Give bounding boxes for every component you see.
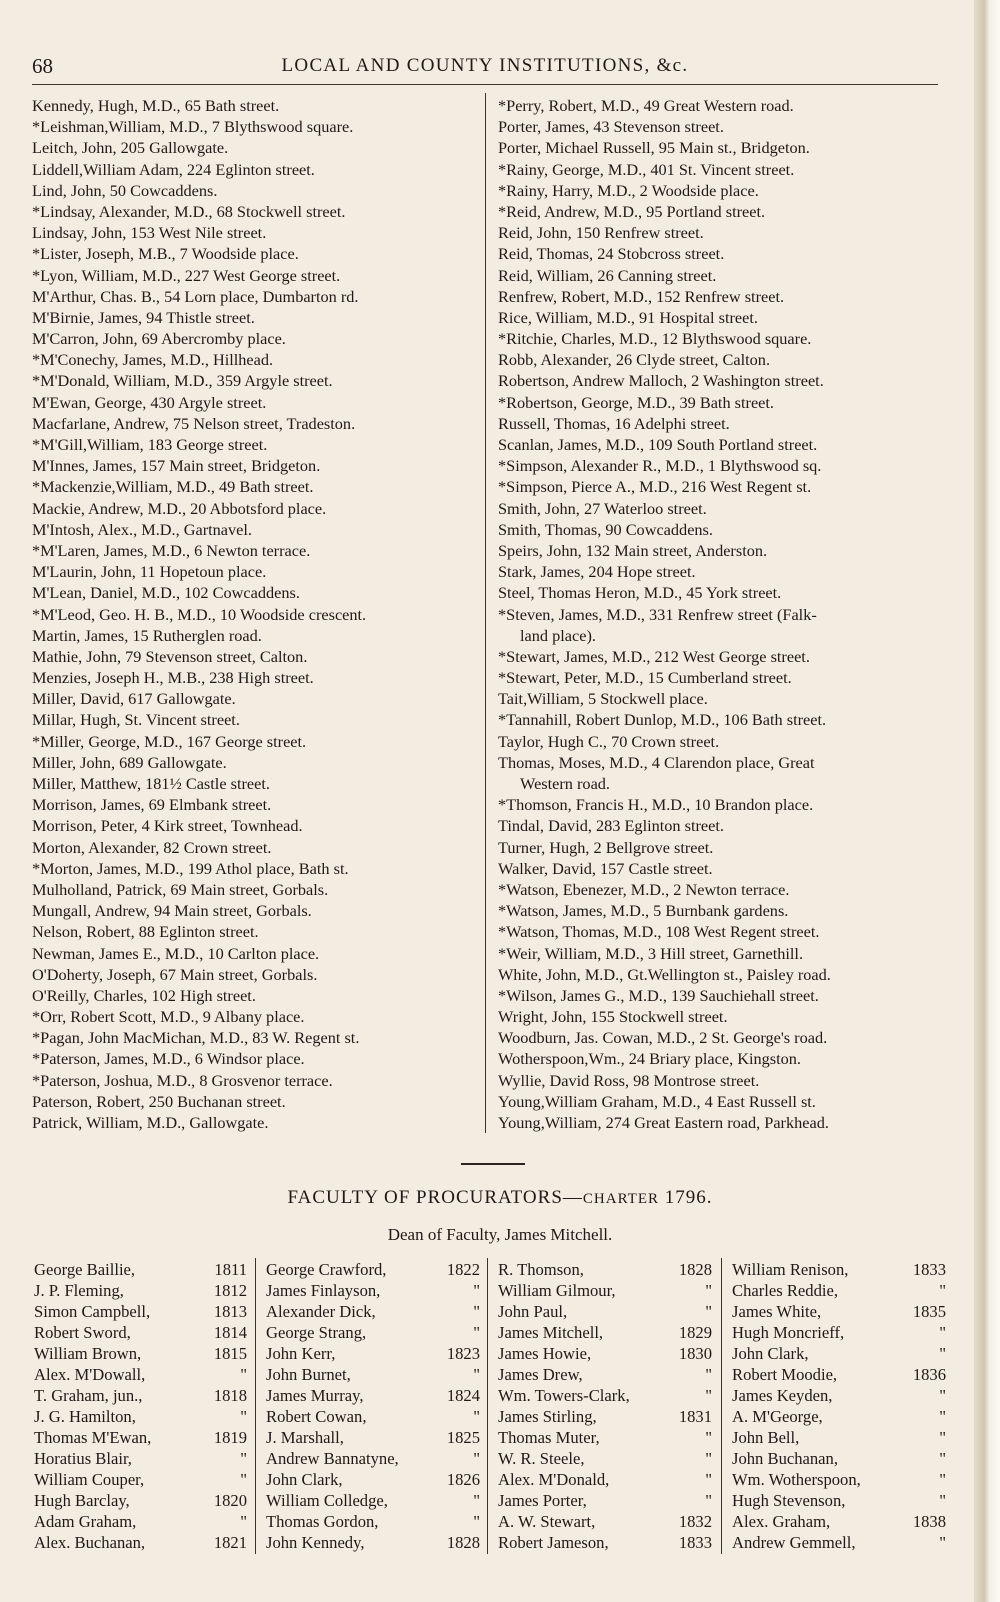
procurator-name: J. P. Fleming, (34, 1281, 124, 1300)
admission-year: 1832 (678, 1512, 712, 1531)
admission-year: 1828 (446, 1533, 480, 1552)
dean-of-faculty: Dean of Faculty, James Mitchell. (387, 1225, 613, 1244)
procurator-entry (498, 1364, 712, 1385)
admission-year: 1820 (213, 1491, 247, 1510)
procurator-name: John Paul, (498, 1302, 568, 1321)
directory-entry: Millar, Hugh, St. Vincent street. (32, 710, 240, 730)
directory-entry: Turner, Hugh, 2 Bellgrove street. (498, 837, 714, 857)
directory-entry: Reid, Thomas, 24 Stobcross street. (498, 244, 725, 264)
charter-year: 1796. (664, 1187, 713, 1208)
admission-year: " (705, 1386, 712, 1405)
directory-entry: *Tannahill, Robert Dunlop, M.D., 106 Bath street. (498, 710, 827, 730)
admission-year: " (705, 1470, 712, 1489)
procurator-entry (266, 1406, 480, 1427)
procurator-name: James Stirling, (498, 1407, 597, 1426)
admission-year: 1836 (912, 1365, 946, 1384)
directory-entry-continuation: Western road. (520, 774, 611, 793)
directory-entry: *Lister, Joseph, M.B., 7 Woodside place. (32, 244, 299, 264)
directory-entry: M'Laurin, John, 11 Hopetoun place. (32, 562, 267, 582)
directory-entry: Nelson, Robert, 88 Eglinton street. (32, 922, 259, 942)
procurator-name: J. Marshall, (266, 1428, 344, 1447)
page-number: 68 (32, 54, 53, 78)
admission-year: " (240, 1365, 247, 1384)
directory-entry: Porter, James, 43 Stevenson street. (498, 117, 724, 137)
admission-year: 1815 (213, 1344, 247, 1363)
procurator-entry (266, 1301, 480, 1322)
directory-entry: Mathie, John, 79 Stevenson street, Calton. (32, 646, 308, 666)
directory-entry: Newman, James E., M.D., 10 Carlton place. (32, 943, 320, 963)
procurator-name: James Finlayson, (266, 1281, 381, 1300)
directory-entry: Renfrew, Robert, M.D., 152 Renfrew street. (498, 286, 785, 306)
directory-entry: Patrick, William, M.D., Gallowgate. (32, 1113, 269, 1132)
admission-year: " (473, 1323, 480, 1342)
procurator-entry (732, 1490, 946, 1511)
procurator-entry (732, 1511, 946, 1532)
admission-year: 1812 (213, 1281, 247, 1300)
procurator-name: George Baillie, (34, 1260, 136, 1279)
procurator-name: Alex. Graham, (732, 1512, 831, 1531)
admission-year: " (705, 1449, 712, 1468)
procurator-name: A. M'George, (732, 1407, 823, 1426)
procurator-entry (34, 1511, 247, 1532)
admission-year: " (939, 1407, 946, 1426)
directory-entry: Robertson, Andrew Malloch, 2 Washington street. (498, 371, 824, 391)
admission-year: " (939, 1428, 946, 1447)
directory-entry: Lindsay, John, 153 West Nile street. (32, 223, 267, 243)
admission-year: 1823 (446, 1344, 480, 1363)
procurator-entry (34, 1427, 247, 1448)
directory-entry: M'Intosh, Alex., M.D., Gartnavel. (32, 519, 252, 539)
directory-entry: M'Ewan, George, 430 Argyle street. (32, 392, 267, 412)
procurators-column-3 (498, 1259, 712, 1553)
procurator-name: Thomas M'Ewan, (34, 1428, 152, 1447)
directory-entry: Leitch, John, 205 Gallowgate. (32, 138, 229, 158)
procurator-name: Alex. M'Donald, (498, 1470, 610, 1489)
procurator-entry (498, 1301, 712, 1322)
directory-entry: Reid, John, 150 Renfrew street. (498, 223, 704, 243)
directory-entry: Woodburn, Jas. Cowan, M.D., 2 St. George's road. (498, 1028, 828, 1048)
directory-entry: O'Doherty, Joseph, 67 Main street, Gorbals. (32, 964, 318, 984)
procurator-entry (732, 1301, 946, 1322)
directory-entry: *Robertson, George, M.D., 39 Bath street. (498, 392, 774, 412)
procurator-name: William Renison, (732, 1260, 849, 1279)
directory-entry: *M'Conechy, James, M.D., Hillhead. (32, 350, 274, 370)
procurator-name: George Strang, (266, 1323, 367, 1342)
procurator-entry (732, 1448, 946, 1469)
procurator-name: James Porter, (498, 1491, 587, 1510)
procurator-entry (266, 1322, 480, 1343)
procurator-entry (498, 1490, 712, 1511)
procurator-divider (487, 1258, 488, 1554)
procurator-entry (266, 1532, 480, 1553)
directory-column-left (32, 95, 474, 1133)
directory-entry: *Watson, James, M.D., 5 Burnbank gardens. (498, 901, 789, 921)
directory-entry: *Rainy, Harry, M.D., 2 Woodside place. (498, 180, 759, 200)
procurator-name: James Murray, (266, 1386, 364, 1405)
section-title-text: FACULTY OF PROCURATORS (287, 1187, 563, 1208)
directory-entry: Mungall, Andrew, 94 Main street, Gorbals. (32, 901, 312, 921)
admission-year: " (705, 1281, 712, 1300)
procurator-name: George Crawford, (266, 1260, 387, 1279)
directory-entry: *Watson, Thomas, M.D., 108 West Regent street. (498, 922, 820, 942)
procurator-entry (498, 1427, 712, 1448)
procurator-name: William Colledge, (266, 1491, 388, 1510)
running-title: LOCAL AND COUNTY INSTITUTIONS, &c. (281, 55, 689, 76)
directory-entry: *Miller, George, M.D., 167 George street. (32, 731, 307, 751)
procurator-name: William Gilmour, (498, 1281, 616, 1300)
procurator-name: John Burnet, (266, 1365, 351, 1384)
procurator-name: Robert Moodie, (732, 1365, 838, 1384)
procurator-entry (266, 1364, 480, 1385)
procurator-name: Alex. Buchanan, (34, 1533, 146, 1552)
procurators-column-2 (266, 1259, 480, 1553)
procurator-entry (34, 1364, 247, 1385)
procurator-name: James White, (732, 1302, 822, 1321)
directory-entry: *Lyon, William, M.D., 227 West George street. (32, 265, 341, 285)
directory-entry: Liddell,William Adam, 224 Eglinton street. (32, 159, 315, 179)
page-header (32, 54, 938, 80)
directory-entry: *Simpson, Pierce A., M.D., 216 West Regent st. (498, 477, 812, 497)
title-dash: — (562, 1187, 583, 1208)
admission-year: " (939, 1386, 946, 1405)
charter-label: CHARTER (582, 1191, 660, 1207)
procurator-name: Thomas Muter, (498, 1428, 600, 1447)
directory-entry: M'Carron, John, 69 Abercromby place. (32, 329, 286, 349)
procurator-entry (266, 1490, 480, 1511)
directory-entry: Tait,William, 5 Stockwell place. (498, 689, 708, 709)
directory-entry: Taylor, Hugh C., 70 Crown street. (498, 731, 720, 751)
procurator-entry (34, 1301, 247, 1322)
directory-entry: Walker, David, 157 Castle street. (498, 858, 713, 878)
procurator-entry (34, 1343, 247, 1364)
directory-entry: *Lindsay, Alexander, M.D., 68 Stockwell street. (32, 201, 346, 221)
directory-entry: *Stewart, Peter, M.D., 15 Cumberland street. (498, 668, 792, 688)
admission-year: " (705, 1428, 712, 1447)
procurator-name: James Keyden, (732, 1386, 833, 1405)
procurator-name: Hugh Barclay, (34, 1491, 130, 1510)
directory-entry: Morrison, Peter, 4 Kirk street, Townhead. (32, 816, 303, 836)
admission-year: 1825 (446, 1428, 480, 1447)
directory-entry: Stark, James, 204 Hope street. (498, 562, 696, 582)
directory-entry: *Rainy, George, M.D., 401 St. Vincent street. (498, 159, 795, 179)
procurator-name: J. G. Hamilton, (34, 1407, 136, 1426)
procurator-entry (732, 1364, 946, 1385)
procurators-column-4 (732, 1259, 946, 1553)
procurator-entry (732, 1385, 946, 1406)
procurator-entry (498, 1385, 712, 1406)
directory-entry: Russell, Thomas, 16 Adelphi street. (498, 413, 730, 433)
admission-year: 1821 (213, 1533, 247, 1552)
directory-entry: M'Innes, James, 157 Main street, Bridgeton. (32, 456, 321, 476)
page-edge (974, 0, 1000, 1602)
admission-year: 1819 (213, 1428, 247, 1447)
procurator-name: Hugh Stevenson, (732, 1491, 846, 1510)
procurator-entry (732, 1280, 946, 1301)
admission-year: " (939, 1344, 946, 1363)
admission-year: " (240, 1470, 247, 1489)
directory-entry: Young,William Graham, M.D., 4 East Russell st. (498, 1091, 816, 1111)
procurator-name: Alexander Dick, (266, 1302, 376, 1321)
procurator-name: W. R. Steele, (498, 1449, 585, 1468)
procurator-entry (732, 1469, 946, 1490)
procurators-column-1 (34, 1259, 247, 1553)
procurator-name: Wm. Wotherspoon, (732, 1470, 861, 1489)
directory-entry: Rice, William, M.D., 91 Hospital street. (498, 307, 758, 327)
procurator-entry (34, 1259, 247, 1280)
procurator-name: Robert Sword, (34, 1323, 131, 1342)
procurator-entry (732, 1259, 946, 1280)
directory-entry: M'Arthur, Chas. B., 54 Lorn place, Dumbarton rd. (32, 286, 359, 306)
procurator-name: Andrew Gemmell, (732, 1533, 856, 1552)
admission-year: " (473, 1365, 480, 1384)
procurator-entry (266, 1385, 480, 1406)
procurator-name: Andrew Bannatyne, (266, 1449, 399, 1468)
admission-year: " (705, 1491, 712, 1510)
directory-column-right (498, 95, 938, 1133)
directory-entry: M'Birnie, James, 94 Thistle street. (32, 307, 255, 327)
admission-year: " (939, 1449, 946, 1468)
procurator-entry (34, 1406, 247, 1427)
procurator-name: Charles Reddie, (732, 1281, 838, 1300)
directory-entry: *Weir, William, M.D., 3 Hill street, Garnethill. (498, 943, 804, 963)
directory-entry: M'Lean, Daniel, M.D., 102 Cowcaddens. (32, 583, 300, 603)
procurator-name: R. Thomson, (498, 1260, 584, 1279)
header-rule (32, 84, 938, 85)
admission-year: 1831 (678, 1407, 712, 1426)
admission-year: " (473, 1491, 480, 1510)
procurator-name: Wm. Towers-Clark, (498, 1386, 630, 1405)
directory-entry: Wright, John, 155 Stockwell street. (498, 1007, 728, 1027)
directory-entry: *Thomson, Francis H., M.D., 10 Brandon place. (498, 795, 814, 815)
procurator-entry (498, 1511, 712, 1532)
procurator-name: John Kennedy, (266, 1533, 365, 1552)
procurator-name: John Kerr, (266, 1344, 336, 1363)
procurator-name: Simon Campbell, (34, 1302, 151, 1321)
directory-entry: Martin, James, 15 Rutherglen road. (32, 625, 262, 645)
directory-entry: Morrison, James, 69 Elmbank street. (32, 795, 272, 815)
procurator-entry (34, 1322, 247, 1343)
procurator-name: Alex. M'Dowall, (34, 1365, 146, 1384)
directory-entry: Mackie, Andrew, M.D., 20 Abbotsford place. (32, 498, 327, 518)
admission-year: 1818 (213, 1386, 247, 1405)
procurator-name: James Drew, (498, 1365, 583, 1384)
directory-entry: Reid, William, 26 Canning street. (498, 265, 717, 285)
directory-entry: Smith, Thomas, 90 Cowcaddens. (498, 519, 713, 539)
directory-entry: Robb, Alexander, 26 Clyde street, Calton. (498, 350, 771, 370)
directory-entry: Miller, Matthew, 181½ Castle street. (32, 774, 270, 793)
procurator-entry (498, 1469, 712, 1490)
procurator-entry (34, 1280, 247, 1301)
admission-year: 1811 (214, 1260, 247, 1279)
directory-entry: *Simpson, Alexander R., M.D., 1 Blythswood sq. (498, 456, 822, 476)
directory-entry: O'Reilly, Charles, 102 High street. (32, 985, 256, 1005)
directory-entry: *M'Laren, James, M.D., 6 Newton terrace. (32, 540, 311, 560)
procurator-divider (255, 1258, 256, 1554)
directory-entry: *Wilson, James G., M.D., 139 Sauchiehall street. (498, 985, 819, 1005)
admission-year: " (473, 1407, 480, 1426)
admission-year: " (473, 1281, 480, 1300)
directory-entry: Speirs, John, 132 Main street, Anderston. (498, 540, 768, 560)
directory-entry: *Reid, Andrew, M.D., 95 Portland street. (498, 201, 766, 221)
directory-entry: *M'Donald, William, M.D., 359 Argyle street. (32, 371, 333, 391)
directory-entry: Smith, John, 27 Waterloo street. (498, 498, 707, 518)
procurator-entry (266, 1259, 480, 1280)
procurator-entry (498, 1280, 712, 1301)
directory-entry: *M'Leod, Geo. H. B., M.D., 10 Woodside crescent. (32, 604, 367, 624)
directory-entry: Scanlan, James, M.D., 109 South Portland street. (498, 435, 818, 454)
admission-year: " (705, 1302, 712, 1321)
directory-entry: *Pagan, John MacMichan, M.D., 83 W. Regent st. (32, 1028, 360, 1048)
procurator-name: A. W. Stewart, (498, 1512, 596, 1531)
admission-year: 1833 (678, 1533, 712, 1552)
directory-entry: *Paterson, Joshua, M.D., 8 Grosvenor terrace. (32, 1070, 333, 1090)
directory-entry-continuation: land place). (520, 625, 596, 645)
admission-year: " (240, 1449, 247, 1468)
procurator-entry (732, 1532, 946, 1553)
procurator-name: Hugh Moncrieff, (732, 1323, 845, 1342)
admission-year: 1814 (213, 1323, 247, 1342)
admission-year: 1822 (446, 1260, 480, 1279)
directory-entry: Miller, David, 617 Gallowgate. (32, 689, 236, 709)
admission-year: 1828 (678, 1260, 712, 1279)
directory-entry: Kennedy, Hugh, M.D., 65 Bath street. (32, 96, 280, 115)
admission-year: 1829 (678, 1323, 712, 1342)
admission-year: " (939, 1533, 946, 1552)
procurator-name: Robert Cowan, (266, 1407, 367, 1426)
procurator-name: Thomas Gordon, (266, 1512, 379, 1531)
procurator-entry (498, 1448, 712, 1469)
admission-year: " (939, 1323, 946, 1342)
procurator-entry (498, 1259, 712, 1280)
admission-year: " (473, 1302, 480, 1321)
directory-entry: *Ritchie, Charles, M.D., 12 Blythswood square. (498, 329, 812, 349)
procurator-entry (34, 1385, 247, 1406)
directory-entry: *Paterson, James, M.D., 6 Windsor place. (32, 1049, 305, 1069)
directory-entry: Lind, John, 50 Cowcaddens. (32, 180, 218, 200)
procurator-name: John Bell, (732, 1428, 800, 1447)
procurator-entry (266, 1427, 480, 1448)
procurator-entry (498, 1406, 712, 1427)
directory-entry: Wotherspoon,Wm., 24 Briary place, Kingston. (498, 1049, 801, 1069)
admission-year: 1835 (912, 1302, 946, 1321)
directory-entry: Steel, Thomas Heron, M.D., 45 York street. (498, 583, 782, 603)
procurator-divider (721, 1258, 722, 1554)
column-divider (485, 93, 486, 1133)
directory-entry: Tindal, David, 283 Eglinton street. (498, 816, 724, 836)
procurator-entry (266, 1448, 480, 1469)
procurator-entry (732, 1322, 946, 1343)
procurator-name: John Clark, (732, 1344, 809, 1363)
admission-year: 1824 (446, 1386, 480, 1405)
procurator-name: John Buchanan, (732, 1449, 838, 1468)
procurator-name: James Howie, (498, 1344, 592, 1363)
directory-entry: Miller, John, 689 Gallowgate. (32, 752, 227, 772)
admission-year: " (939, 1470, 946, 1489)
directory-entry: Thomas, Moses, M.D., 4 Clarendon place, Great (498, 752, 815, 772)
directory-entry: *Mackenzie,William, M.D., 49 Bath street. (32, 477, 314, 497)
directory-entry: Mulholland, Patrick, 69 Main street, Gorbals. (32, 879, 329, 899)
procurator-name: William Brown, (34, 1344, 142, 1363)
procurator-entry (34, 1532, 247, 1553)
procurator-name: William Couper, (34, 1470, 145, 1489)
directory-entry: *Stewart, James, M.D., 212 West George street. (498, 646, 810, 666)
directory-entry: Macfarlane, Andrew, 75 Nelson street, Tradeston. (32, 413, 356, 433)
procurator-entry (266, 1280, 480, 1301)
directory-entry: *Morton, James, M.D., 199 Athol place, Bath st. (32, 858, 349, 878)
directory-entry: *Leishman,William, M.D., 7 Blythswood square. (32, 117, 354, 137)
procurator-name: Robert Jameson, (498, 1533, 609, 1552)
admission-year: " (240, 1512, 247, 1531)
directory-entry: *Perry, Robert, M.D., 49 Great Western road. (498, 96, 794, 115)
procurator-entry (266, 1469, 480, 1490)
directory-entry: *Steven, James, M.D., 331 Renfrew street (Falk- (498, 604, 817, 624)
directory-entry: *Orr, Robert Scott, M.D., 9 Albany place. (32, 1007, 305, 1027)
procurator-entry (498, 1322, 712, 1343)
admission-year: " (705, 1365, 712, 1384)
directory-entry: Young,William, 274 Great Eastern road, Parkhead. (498, 1113, 829, 1132)
admission-year: 1838 (912, 1512, 946, 1531)
admission-year: " (473, 1512, 480, 1531)
procurator-name: T. Graham, jun., (34, 1386, 143, 1405)
procurator-name: Horatius Blair, (34, 1449, 132, 1468)
procurator-entry (732, 1427, 946, 1448)
admission-year: 1813 (213, 1302, 247, 1321)
directory-entry: Wyllie, David Ross, 98 Montrose street. (498, 1070, 760, 1090)
procurator-entry (34, 1448, 247, 1469)
admission-year: " (240, 1407, 247, 1426)
directory-entry: *M'Gill,William, 183 George street. (32, 435, 268, 454)
directory-entry: Porter, Michael Russell, 95 Main st., Bridgeton. (498, 138, 810, 158)
procurator-entry (498, 1343, 712, 1364)
procurator-entry (732, 1343, 946, 1364)
directory-entry: White, John, M.D., Gt.Wellington st., Paisley road. (498, 964, 831, 984)
procurator-entry (498, 1532, 712, 1553)
section-separator-rule (461, 1163, 525, 1165)
procurator-name: James Mitchell, (498, 1323, 604, 1342)
admission-year: 1833 (912, 1260, 946, 1279)
admission-year: 1830 (678, 1344, 712, 1363)
procurator-name: Adam Graham, (34, 1512, 137, 1531)
admission-year: " (939, 1281, 946, 1300)
directory-entry: Menzies, Joseph H., M.B., 238 High street. (32, 668, 314, 688)
procurator-entry (34, 1469, 247, 1490)
directory-entry: Morton, Alexander, 82 Crown street. (32, 837, 272, 857)
procurator-entry (266, 1511, 480, 1532)
procurator-entry (34, 1490, 247, 1511)
directory-entry: *Watson, Ebenezer, M.D., 2 Newton terrace. (498, 879, 790, 899)
directory-entry: Paterson, Robert, 250 Buchanan street. (32, 1091, 286, 1111)
procurator-name: John Clark, (266, 1470, 343, 1489)
procurator-entry (732, 1406, 946, 1427)
admission-year: 1826 (446, 1470, 480, 1489)
admission-year: " (473, 1449, 480, 1468)
section-title (0, 1187, 1000, 1209)
admission-year: " (939, 1491, 946, 1510)
procurator-entry (266, 1343, 480, 1364)
